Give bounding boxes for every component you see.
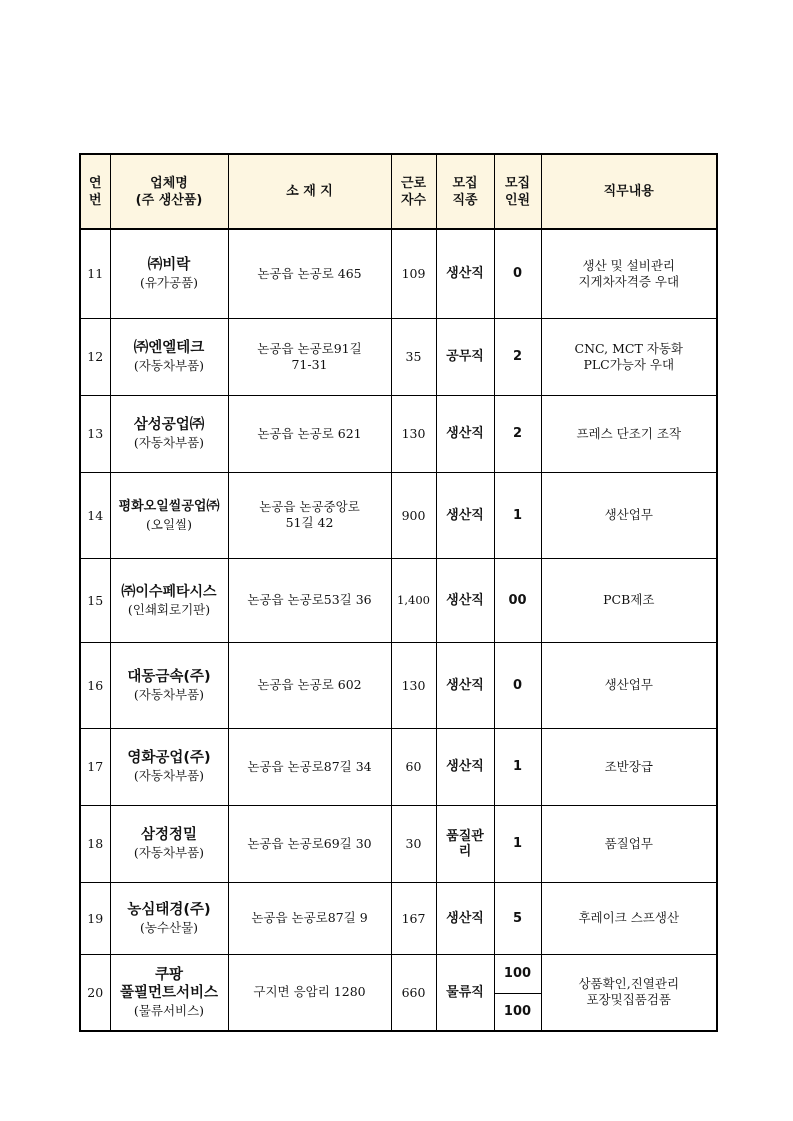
job-type: 생산직 — [436, 642, 494, 728]
recruit-count: 0 — [494, 229, 541, 318]
header-workers: 근로 자수 — [391, 154, 436, 229]
company-cell — [110, 728, 228, 805]
job-duties: 프레스 단조기 조작 — [541, 395, 717, 472]
header-row — [80, 154, 717, 229]
job-type: 생산직 — [436, 395, 494, 472]
company-name: 삼성공업㈜ — [133, 417, 205, 433]
address: 논공읍 논공로87길 34 — [228, 728, 391, 805]
address: 논공읍 논공로 621 — [228, 395, 391, 472]
table-row — [80, 954, 717, 993]
table-row — [80, 558, 717, 642]
job-duties: CNC, MCT 자동화 PLC가능자 우대 — [541, 318, 717, 395]
recruit-count: 100 — [494, 954, 541, 993]
address: 논공읍 논공로91길 71-31 — [228, 318, 391, 395]
company-name: 삼정정밀 — [140, 827, 198, 843]
company-cell — [110, 395, 228, 472]
row-number: 19 — [80, 882, 110, 954]
company-cell — [110, 882, 228, 954]
company-name: ㈜이수페타시스 — [121, 583, 217, 600]
company-name: 대동금속(주) — [127, 668, 211, 685]
header-duties: 직무내용 — [541, 154, 717, 229]
address: 논공읍 논공로 602 — [228, 642, 391, 728]
company-cell — [110, 642, 228, 728]
company-name: ㈜비락 — [147, 257, 191, 274]
row-number: 15 — [80, 558, 110, 642]
company-product: (자동차부품) — [133, 435, 205, 450]
company-cell — [110, 805, 228, 882]
job-duties: 생산업무 — [541, 472, 717, 558]
header-job-type: 모집 직종 — [436, 154, 494, 229]
job-duties: PCB제조 — [541, 558, 717, 642]
company-name: 쿠팡 풀필먼트서비스 — [119, 966, 219, 1001]
worker-count: 130 — [391, 642, 436, 728]
table-row — [80, 728, 717, 805]
job-type: 생산직 — [436, 882, 494, 954]
header-company: 업체명 (주 생산품) — [110, 154, 228, 229]
job-type: 생산직 — [436, 472, 494, 558]
recruit-count: 1 — [494, 728, 541, 805]
row-number: 16 — [80, 642, 110, 728]
company-cell — [110, 318, 228, 395]
header-no: 연번 — [80, 154, 110, 229]
row-number: 14 — [80, 472, 110, 558]
company-product: (농수산물) — [139, 919, 199, 935]
job-duties: 생산업무 — [541, 642, 717, 728]
table-row — [80, 395, 717, 472]
job-type: 생산직 — [436, 229, 494, 318]
company-product: (자동차부품) — [133, 686, 205, 702]
worker-count: 30 — [391, 805, 436, 882]
company-product: (오일씰) — [146, 516, 192, 532]
worker-count: 900 — [391, 472, 436, 558]
company-name: 농심태경(주) — [127, 901, 211, 918]
row-number: 18 — [80, 805, 110, 882]
table-row — [80, 229, 717, 318]
recruit-count: 1 — [494, 472, 541, 558]
job-type: 품질관 리 — [436, 805, 494, 882]
job-duties: 후레이크 스프생산 — [541, 882, 717, 954]
table-row — [80, 642, 717, 728]
worker-count: 35 — [391, 318, 436, 395]
recruit-count: 100 — [494, 993, 541, 1031]
company-product: (유가공품) — [139, 275, 199, 291]
company-product: (물류서비스) — [133, 1002, 205, 1018]
job-type: 공무직 — [436, 318, 494, 395]
job-listing-table — [79, 153, 718, 1032]
job-type: 생산직 — [436, 558, 494, 642]
row-number: 20 — [80, 954, 110, 1031]
company-cell — [110, 472, 228, 558]
recruit-count: 5 — [494, 882, 541, 954]
company-product: (자동차부품) — [133, 845, 205, 860]
company-name: 평화오일씰공업㈜ — [118, 498, 220, 514]
company-product: (자동차부품) — [133, 358, 205, 373]
recruit-count: 1 — [494, 805, 541, 882]
header-recruit: 모집 인원 — [494, 154, 541, 229]
company-cell — [110, 954, 228, 1031]
recruit-count: 2 — [494, 318, 541, 395]
job-duties: 상품확인,진열관리 포장및집품검품 — [541, 954, 717, 1031]
company-product: (자동차부품) — [133, 768, 205, 783]
company-cell — [110, 229, 228, 318]
worker-count: 660 — [391, 954, 436, 1031]
table-row — [80, 318, 717, 395]
company-name: ㈜엔엘테크 — [133, 340, 205, 356]
worker-count: 130 — [391, 395, 436, 472]
worker-count: 1,400 — [391, 558, 436, 642]
row-number: 11 — [80, 229, 110, 318]
table-row — [80, 805, 717, 882]
job-duties: 조반장급 — [541, 728, 717, 805]
recruit-count: 00 — [494, 558, 541, 642]
worker-count: 60 — [391, 728, 436, 805]
recruit-count: 0 — [494, 642, 541, 728]
row-number: 12 — [80, 318, 110, 395]
job-duties: 품질업무 — [541, 805, 717, 882]
address: 논공읍 논공로87길 9 — [228, 882, 391, 954]
worker-count: 167 — [391, 882, 436, 954]
header-location: 소 재 지 — [228, 154, 391, 229]
company-cell — [110, 558, 228, 642]
company-product: (인쇄회로기판) — [127, 601, 211, 617]
recruit-count: 2 — [494, 395, 541, 472]
table-row — [80, 472, 717, 558]
address: 논공읍 논공로53길 36 — [228, 558, 391, 642]
address: 논공읍 논공로69길 30 — [228, 805, 391, 882]
address: 논공읍 논공로 465 — [228, 229, 391, 318]
row-number: 17 — [80, 728, 110, 805]
company-name: 영화공업(주) — [127, 750, 211, 766]
worker-count: 109 — [391, 229, 436, 318]
address: 논공읍 논공중앙로 51길 42 — [228, 472, 391, 558]
job-duties: 생산 및 설비관리 지게차자격증 우대 — [541, 229, 717, 318]
job-type: 생산직 — [436, 728, 494, 805]
table-row — [80, 882, 717, 954]
row-number: 13 — [80, 395, 110, 472]
address: 구지면 응암리 1280 — [228, 954, 391, 1031]
job-type: 물류직 — [436, 954, 494, 1031]
